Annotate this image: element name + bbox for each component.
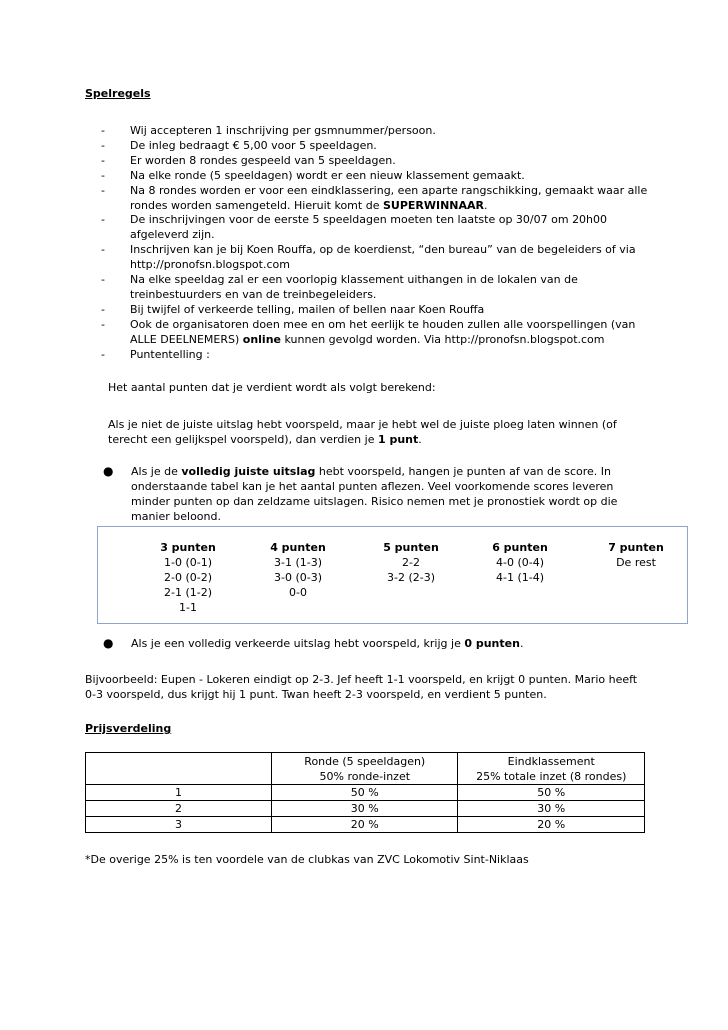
rule-item: - De inleg bedraagt € 5,00 voor 5 speeldagen. [101, 138, 377, 152]
online-text: online [242, 332, 281, 346]
rule-item: - Inschrijven kan je bij Koen Rouffa, op de koerdienst, “den bureau” van de begeleiders of via http://pronofsn.blogspot.com [101, 243, 636, 272]
heading-rules: Spelregels [85, 87, 151, 100]
points-column: 6 punten 4-0 (0-4) 4-1 (1-4) [492, 541, 548, 584]
prize-table [85, 752, 645, 833]
rule-item: - Na elke speeldag zal er een voorlopig klassement uithangen in de lokalen van de treinbestuurders en van de treinbegeleiders. [101, 273, 578, 301]
table-row: 1 50 % 50 % [86, 785, 645, 801]
wrong-score-item: ● Als je een volledig verkeerde uitslag hebt voorspeld, krijg je 0 punten. [103, 636, 524, 650]
rule-item: - Er worden 8 rondes gespeeld van 5 speeldagen. [101, 153, 396, 167]
exact-score-item: ● Als je de volledig juiste uitslag hebt voorspeld, hangen je punten af van de score. In onderstaande tabel kan je het aantal punten aflezen. Veel voorkomende scores leveren minder punten op dan zeldzame uitslagen. Risico nemen met je pronostiek wordt op die manier beloond. [103, 464, 618, 523]
points-column: 7 punten De rest [608, 541, 664, 569]
header-final: Eindklassement [507, 754, 595, 768]
heading-prizes: Prijsverdeling [85, 722, 172, 735]
rule-item: - Bij twijfel of verkeerde telling, mailen of bellen naar Koen Rouffa [101, 302, 485, 316]
rule-item: - De inschrijvingen voor de eerste 5 speeldagen moeten ten laatste op 30/07 om 20h00 afgeleverd zijn. [101, 213, 608, 242]
rules-list [85, 124, 655, 363]
example-paragraph: Bijvoorbeeld: Eupen - Lokeren eindigt op 2-3. Jef heeft 1-1 voorspeld, en krijgt 0 punten. Mario heeft 0-3 voorspeld, dus krijgt hij 1 punt. Twan heeft 2-3 voorspeld, en verdient 5 punten. [85, 673, 638, 701]
points-column: 3 punten 1-0 (0-1) 2-0 (0-2) 2-1 (1-2) 1-1 [160, 541, 216, 614]
table-row: 3 20 % 20 % [86, 817, 645, 833]
superwinnaar-text: SUPERWINNAAR [382, 198, 485, 212]
rule-item: - Ook de organisatoren doen mee en om het eerlijk te houden zullen alle voorspellingen (van ALLE DEELNEMERS) online kunnen gevolgd worden. Via http://pronofsn.blogspot.com [101, 317, 636, 346]
one-point-rule: Als je niet de juiste uitslag hebt voorspeld, maar je hebt wel de juiste ploeg laten winnen (of terecht een gelijkspel voorspeld), dan verdien je 1 punt. [108, 418, 617, 446]
points-table [97, 526, 688, 624]
rule-item: - Na elke ronde (5 speeldagen) wordt er een nieuw klassement gemaakt. [101, 168, 525, 182]
points-column: 4 punten 3-1 (1-3) 3-0 (0-3) 0-0 [270, 541, 326, 599]
rule-item: - Na 8 rondes worden er voor een eindklassering, een aparte rangschikking, gemaakt waar alle rondes worden samengeteld. Hieruit komt de SUPERWINNAAR. [101, 183, 648, 212]
points-intro: Het aantal punten dat je verdient wordt als volgt berekend: [108, 381, 436, 394]
table-header-row: Ronde (5 speeldagen) 50% ronde-inzet Eindklassement 25% totale inzet (8 rondes) [86, 753, 645, 785]
wrong-score-list [85, 637, 655, 652]
exact-score-list [85, 465, 655, 525]
rule-item: - Wij accepteren 1 inschrijving per gsmnummer/persoon. [101, 124, 436, 137]
points-column: 5 punten 2-2 3-2 (2-3) [383, 541, 439, 584]
header-round: Ronde (5 speeldagen) [304, 754, 426, 768]
rule-item: - Puntentelling : [101, 347, 210, 361]
footnote: *De overige 25% is ten voordele van de clubkas van ZVC Lokomotiv Sint-Niklaas [85, 853, 529, 866]
table-row: 2 30 % 30 % [86, 801, 645, 817]
